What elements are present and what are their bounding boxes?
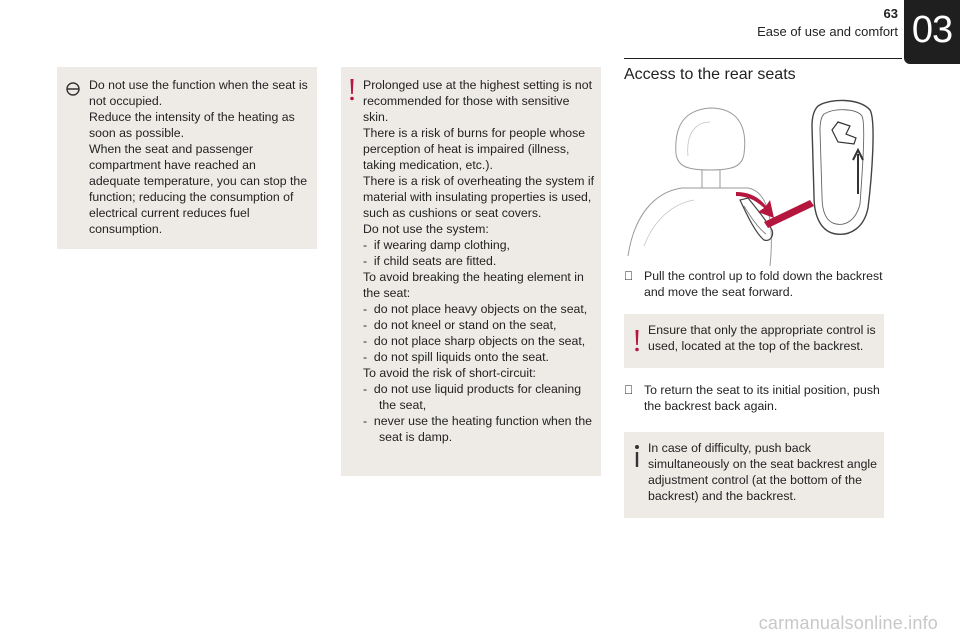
warning-paragraph: There is a risk of overheating the system if material with insulating properties is used, such as cushions or seat covers. [363,174,595,220]
eco-line-3: When the seat and passenger compartment have reached an adequate temperature, you can stop the function; reducing the consumption of electrical current reduces fuel consumption. [89,142,308,236]
warning-icon [633,330,641,352]
section-title: Access to the rear seats [624,66,796,83]
control-warning-box [624,314,884,368]
eco-line-1: Do not use the function when the seat is not occupied. [89,78,308,108]
eco-line-2: Reduce the intensity of the heating as soon as possible. [89,110,295,140]
step-text: Pull the control up to fold down the backrest and move the seat forward. [644,269,883,299]
warning-paragraph: Do not use the system: [363,222,489,236]
warning-list-item: - do not spill liquids onto the seat. [363,350,549,364]
warning-paragraph: To avoid the risk of short-circuit: [363,366,536,380]
warning-list-item: - do not place sharp objects on the seat, [363,334,586,348]
watermark: carmanualsonline.info [758,613,938,633]
warning-list-item: - do not place heavy objects on the seat, [363,302,588,316]
warning-list-item: - do not kneel or stand on the seat, [363,318,557,332]
control-warning-text: Ensure that only the appropriate control is used, located at the top of the backrest. [648,323,876,353]
chapter-tab: 03 [904,0,960,64]
warning-list-item: - never use the heating function when the seat is damp. [363,414,593,444]
seat-control-illustration [624,96,894,266]
info-text: In case of difficulty, push back simultaneously on the seat backrest angle adjustment control (at the bottom of the backrest) and the backrest. [648,441,877,503]
warning-icon [348,79,356,101]
warning-paragraph: To avoid breaking the heating element in the seat: [363,270,584,300]
heating-warning-box [341,67,601,476]
step-fold-backrest [624,268,894,300]
warning-list-item: - do not use liquid products for cleaning the seat, [363,382,582,412]
warning-list-item: - if child seats are fitted. [363,254,497,268]
info-box [624,432,884,518]
arrow-bullet-icon [624,268,633,284]
step-return-seat [624,382,894,414]
page-number: 63 [883,6,898,21]
eco-tip-box [57,67,317,249]
info-icon [632,444,642,468]
section-rule [624,58,902,59]
warning-paragraph: Prolonged use at the highest setting is not recommended for those with sensitive skin. [363,78,593,124]
step-text: To return the seat to its initial position, push the backrest back again. [644,383,880,413]
warning-list-item: - if wearing damp clothing, [363,238,510,252]
eco-icon [63,79,83,99]
warning-paragraph: There is a risk of burns for people whose perception of heat is impaired (illness, taking medication, etc.). [363,126,586,172]
chapter-title: Ease of use and comfort [757,24,898,39]
arrow-bullet-icon [624,382,633,398]
